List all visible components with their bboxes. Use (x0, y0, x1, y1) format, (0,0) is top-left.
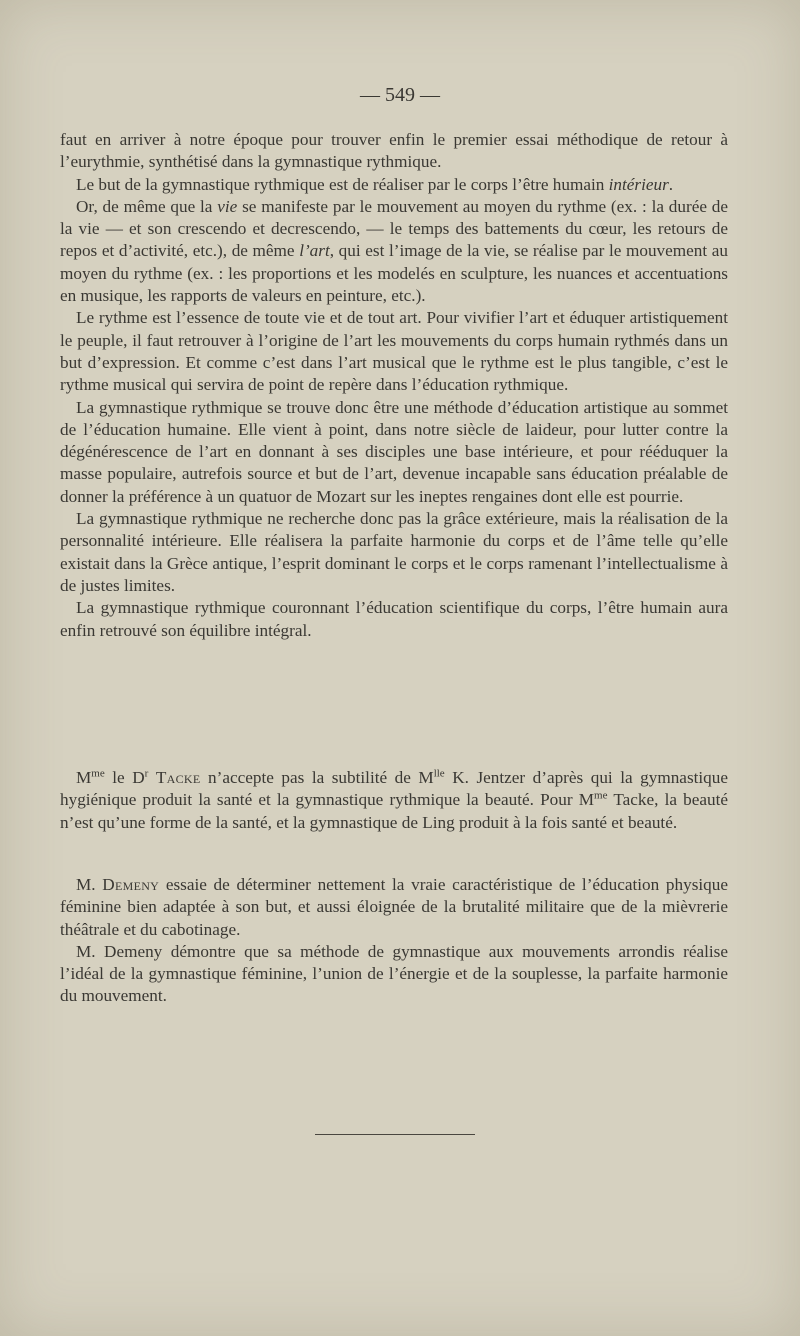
page-number: — 549 — (360, 84, 440, 106)
demeny-paragraph-block (60, 874, 728, 1008)
paragraph: M. Demeny essaie de déterminer nettement la vraie caractéristique de l’éducation physique féminine bien adaptée à son but, et aussi éloignée de la brutalité militaire que de la mièvrerie théâtrale et du cabotinage. (60, 875, 728, 939)
paragraph: $M^{me}$ le $D^r$ Tacke n’accepte pas la subtilité de $M^{lle}$ K. Jentzer d’après qui la gymnastique hygiénique produit la santé et la gymnastique rythmique la beauté. Pour $M^{me}$ Tacke, la beauté n’est qu’une forme de la santé, et la gymnastique de Ling produit à la fois santé et beauté. (60, 767, 728, 832)
paragraph: La gymnastique rythmique ne recherche donc pas la grâce extérieure, mais la réalisation de la personnalité intérieure. Elle réalisera la parfaite harmonie du corps et de l’âme telle qu’elle existait dans la Grèce antique, l’esprit dominant le corps et le corps ramenant l’intellectualisme à de justes limites. (60, 509, 728, 595)
paragraph: Le but de la gymnastique rythmique est de réaliser par le corps l’être humain intérieur. (76, 174, 674, 194)
paragraph: Or, de même que la vie se manifeste par le mouvement au moyen du rythme (ex. : la durée de la vie — et son crescendo et decrescendo, — le temps des battements du cœur, les retours de repos et d’activité, etc.), de même l’art, qui est l’image de la vie, se réalise par le mouvement au moyen du rythme (ex. : les proportions et les modelés en sculpture, les nuances et accentuations en musique, les rapports de valeurs en peinture, etc.). (60, 196, 728, 306)
tacke-paragraph-block (60, 767, 728, 834)
paragraph: faut en arriver à notre époque pour trouver enfin le premier essai méthodique de retour à l’eurythmie, synthétisé dans la gymnastique rythmique. (60, 130, 728, 172)
paragraph: La gymnastique rythmique se trouve donc être une méthode d’éducation artistique au sommet de l’éducation humaine. Elle vient à point, dans notre siècle de laideur, pour lutter contre la dégénérescence de l’art en donnant à ses disciples une base intérieure, et pour rééduquer la masse populaire, autrefois source et but de l’art, devenue incapable sans éducation préalable de donner la préférence à un quatuor de Mozart sur les ineptes rengaines dont elle est pourrie. (60, 397, 728, 506)
paragraph: Le rythme est l’essence de toute vie et de tout art. Pour vivifier l’art et éduquer artistiquement le peuple, il faut retrouver à l’origine de l’art les mouvements du corps humain rythmés dans un but d’expression. Et comme c’est dans l’art musical que le rythme est le plus tangible, c’est le rythme musical qui servira de point de repère dans l’éducation rythmique. (60, 308, 728, 395)
paragraph: M. Demeny démontre que sa méthode de gymnastique aux mouvements arrondis réalise l’idéal de la gymnastique féminine, l’union de l’énergie et de la souplesse, la parfaite harmonie du mouvement. (60, 941, 728, 1006)
paragraph: La gymnastique rythmique couronnant l’éducation scientifique du corps, l’être humain aura enfin retrouvé son équilibre intégral. (60, 598, 728, 640)
section-divider-rule (315, 1134, 475, 1135)
main-text-block (60, 129, 728, 642)
